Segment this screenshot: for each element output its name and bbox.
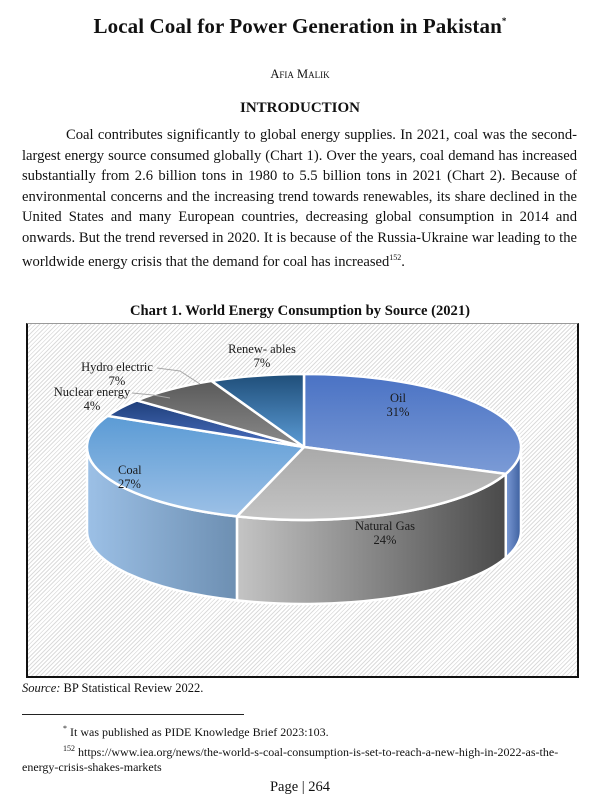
slice-value-renewables: 7%	[253, 356, 271, 370]
intro-paragraph	[22, 125, 577, 272]
title-text: Local Coal for Power Generation in Pakistan	[93, 14, 502, 38]
footnote-152	[22, 741, 578, 775]
slice-label-nuclear-energy: Nuclear energy	[53, 385, 131, 399]
slice-label-renewables: Renew- ables	[228, 342, 296, 356]
page-number: Page | 264	[269, 779, 331, 795]
footnote-152-mark: 152	[63, 744, 75, 753]
footnote-ref-152[interactable]: 152	[389, 253, 402, 262]
source-text: BP Statistical Review 2022.	[60, 681, 204, 695]
chart-title: Chart 1. World Energy Consumption by Source (2021)	[129, 303, 470, 319]
title-footnote-mark[interactable]: *	[501, 16, 507, 26]
slice-value-oil: 31%	[386, 405, 410, 419]
footnote-152-link[interactable]: https://www.iea.org/news/the-world-s-coal-consumption-is-set-to-reach-a-new-high-in-2022-as-the-energy-crisis-shakes-markets	[22, 745, 559, 774]
chart-source	[22, 681, 203, 696]
slice-value-natural-gas: 24%	[373, 533, 397, 547]
slice-label-hydro-electric: Hydro electric	[81, 360, 153, 374]
footnote-1-text: It was published as PIDE Knowledge Brief 2023:103.	[67, 725, 329, 739]
slice-label-oil: Oil	[390, 391, 406, 405]
paragraph-text: Coal contributes significantly to global energy supplies. In 2021, coal was the second-largest energy source consumed globally (Chart 1). Over the years, coal demand has increased substantially from 2.6 billion tons in 1980 to 5.5 billion tons in 2021 (Chart 2). Because of environmental concerns and the increasing trend towards renewables, its share declined in the United States and many European countries, decreasing global consumption in 2014 and onwards. But the trend reversed in 2020. It is because of the Russia-Ukraine war leading to the worldwide energy crisis that the demand for coal has increased	[22, 127, 577, 270]
pie-tops	[87, 374, 521, 520]
pie-chart-frame	[26, 323, 579, 678]
source-label: Source:	[22, 681, 61, 695]
slice-label-coal: Coal	[118, 463, 142, 477]
paragraph-end: .	[401, 253, 405, 270]
section-heading: INTRODUCTION	[239, 100, 360, 116]
slice-label-natural-gas: Natural Gas	[354, 519, 416, 533]
slice-value-coal: 27%	[118, 477, 141, 491]
document-title	[0, 14, 600, 39]
footnote-1-mark: *	[63, 724, 67, 733]
footnote-1	[63, 724, 329, 740]
footnote-divider	[22, 714, 244, 715]
slice-value-nuclear-energy: 4%	[83, 399, 101, 413]
author-name: Afia Malik	[270, 67, 330, 81]
leader-line-hydro-electric	[157, 368, 200, 384]
slice-value-hydro-electric: 7%	[108, 374, 126, 388]
pie-chart	[28, 324, 577, 676]
